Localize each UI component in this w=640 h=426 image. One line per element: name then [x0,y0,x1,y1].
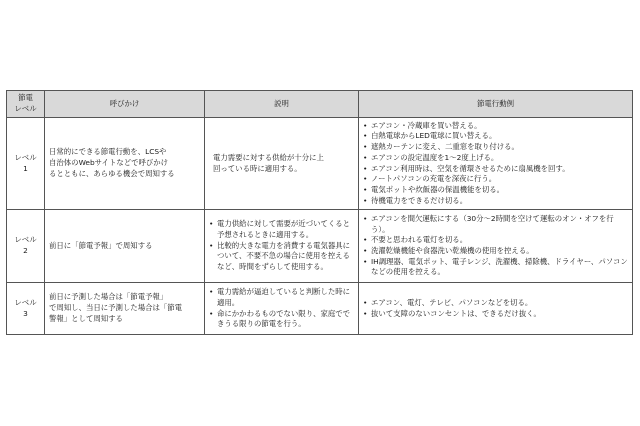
level-number: 3 [23,308,28,318]
actions-list [363,214,628,278]
list-item: • 抜いて支障のないコンセントは、できるだけ抜く。 [363,309,628,320]
call-line: で周知し、当日に予測した場合は「節電 [49,303,183,313]
actions-list [363,121,628,207]
actions-cell [359,210,633,283]
actions-list [363,298,628,319]
power-saving-level-table [6,90,633,335]
level-cell [7,283,45,335]
header-description: 説明 [205,91,359,118]
list-item: • 白熱電球からLED電球に買い替える。 [363,131,628,142]
list-item: • 比較的大きな電力を消費する電気器具について、不要不急の場合に使用を控えるなど、時間をずらして使用する。 [209,241,354,273]
call-cell [45,283,205,335]
list-item: • ノートパソコンの充電を深夜に行う。 [363,174,628,185]
header-level-line2: レベル [14,104,37,113]
header-actions: 節電行動例 [359,91,633,118]
table-row [7,283,633,335]
actions-cell [359,118,633,210]
call-line: 日常的にできる節電行動を、LCSや [49,147,167,157]
list-item: • 待機電力をできるだけ切る。 [363,196,628,207]
level-label: レベル [14,297,37,307]
list-item: • 洗濯乾燥機能や食器洗い乾燥機の使用を控える。 [363,246,628,257]
list-item: • エアコンの設定温度を1〜2度上げる。 [363,153,628,164]
actions-cell [359,283,633,335]
table-row [7,118,633,210]
call-line: 前日に「節電予報」で周知する [49,240,153,250]
description-list [209,287,354,330]
list-item: • IH調理器、電気ポット、電子レンジ、洗濯機、掃除機、ドライヤー、パソコンなどの使用を控える。 [363,257,628,278]
header-call: 呼びかけ [45,91,205,118]
list-item: • 遮熱カーテンに変え、二重窓を取り付ける。 [363,142,628,153]
level-label: レベル [14,235,37,245]
description-line: 回っている時に適用する。 [213,163,302,173]
list-item: • エアコンを間欠運転にする（30分〜2時間を空けて運転のオン・オフを行う）。 [363,214,628,235]
list-item: • 電力需給が逼迫していると判断した時に適用。 [209,287,354,308]
list-item: • エアコン利用時は、空気を循環させるために扇風機を回す。 [363,164,628,175]
list-item: • エアコン、電灯、テレビ、パソコンなどを切る。 [363,298,628,309]
call-line: 前日に予測した場合は「節電予報」 [49,292,168,302]
call-line: るとともに、あらゆる機会で周知する [49,168,175,178]
call-line: 警報」として周知する [49,313,123,323]
list-item: • エアコン・冷蔵庫を買い替える。 [363,121,628,132]
list-item: • 電力供給に対して需要が近づいてくると予想されるときに適用する。 [209,219,354,240]
header-level-line1: 節電 [18,93,33,103]
list-item: • 不要と思われる電灯を切る。 [363,235,628,246]
description-cell [205,118,359,210]
description-cell [205,283,359,335]
level-number: 1 [23,163,28,173]
level-cell [7,118,45,210]
description-list [209,219,354,273]
list-item: • 命にかかわるものでない限り、家庭でできうる限りの節電を行う。 [209,309,354,330]
description-line: 電力需要に対する供給が十分に上 [213,152,324,162]
call-line: 自治体のWebサイトなどで呼びかけ [49,158,169,168]
list-item: • 電気ポットや炊飯器の保温機能を切る。 [363,185,628,196]
header-level [7,91,45,118]
description-cell [205,210,359,283]
table-row [7,210,633,283]
level-label: レベル [14,152,37,162]
level-number: 2 [23,246,28,255]
level-cell [7,210,45,283]
header-row [7,91,633,118]
call-cell [45,210,205,283]
call-cell [45,118,205,210]
